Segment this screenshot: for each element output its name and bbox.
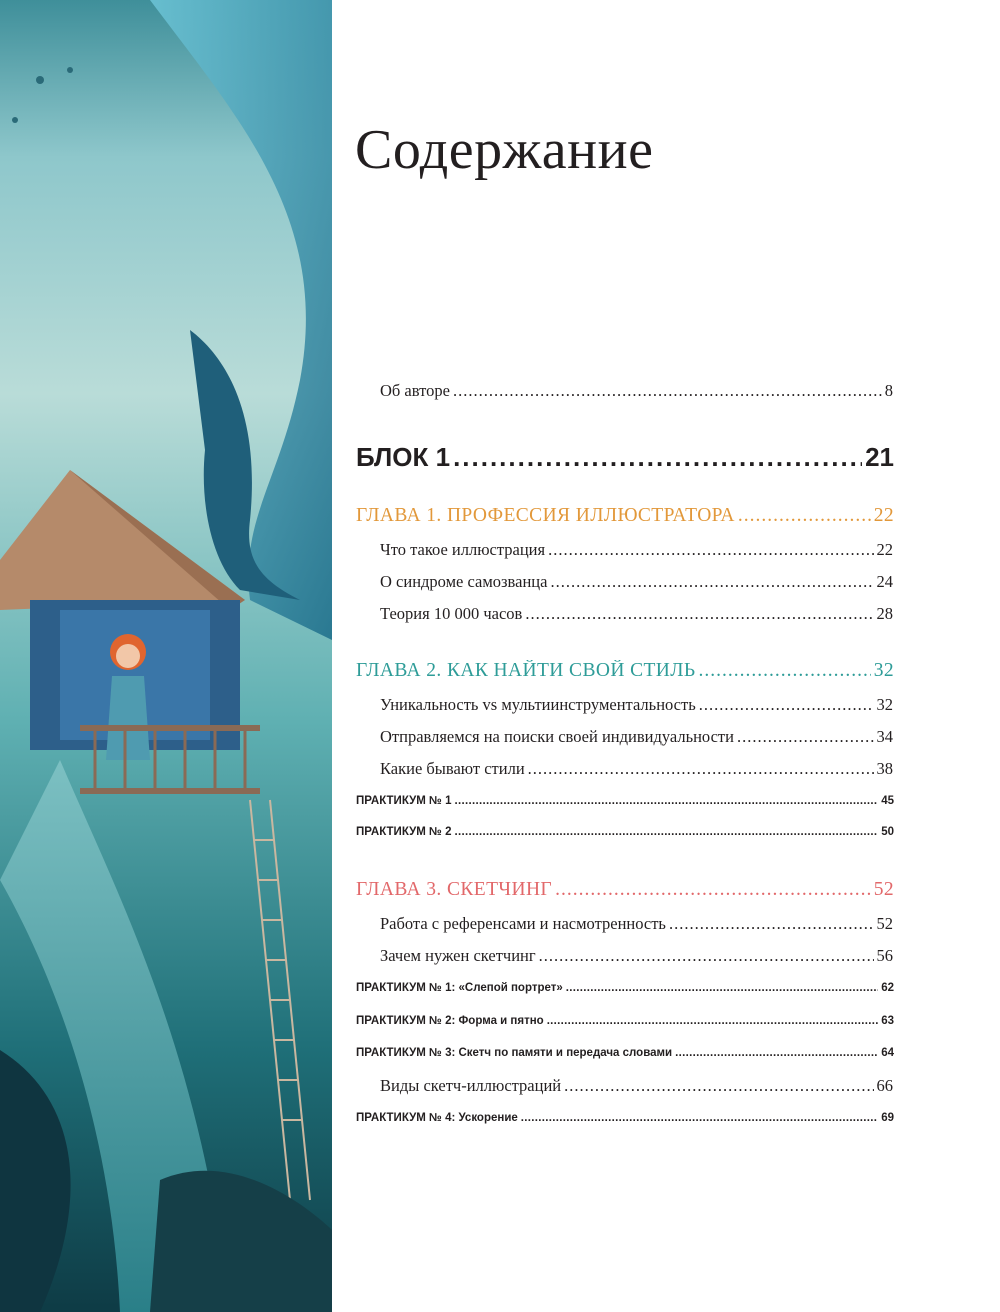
toc-entry-about[interactable]	[380, 381, 893, 403]
toc-entry[interactable]	[380, 604, 893, 626]
toc-practicum-label: ПРАКТИКУМ № 3: Скетч по памяти и передача словами	[356, 1047, 673, 1059]
toc-block-label: БЛОК 1	[356, 442, 451, 472]
toc-entry-label: Работа с референсами и насмотренность	[380, 914, 666, 933]
toc-practicum-label: ПРАКТИКУМ № 4: Ускорение	[356, 1112, 518, 1124]
toc-block-1[interactable]	[356, 442, 894, 476]
toc-entry[interactable]	[380, 914, 893, 936]
toc-entry-label: Об авторе	[380, 381, 450, 400]
toc-practicum-page: 45	[881, 795, 894, 807]
toc-practicum-label: ПРАКТИКУМ № 1	[356, 795, 452, 807]
toc-chapter-page: 22	[873, 505, 894, 526]
toc-entry-page: 38	[876, 759, 893, 778]
toc-entry-label: Уникальность vs мультиинструментальность	[380, 695, 696, 714]
toc-chapter-label: ГЛАВА 3. СКЕТЧИНГ	[356, 879, 553, 900]
dot-leader	[454, 826, 878, 838]
toc-practicum[interactable]	[356, 1047, 894, 1063]
toc-entry[interactable]	[380, 572, 893, 594]
toc-chapter-2[interactable]	[356, 660, 894, 686]
toc-practicum-page: 50	[881, 826, 894, 838]
toc-practicum[interactable]	[356, 1112, 894, 1128]
toc-entry[interactable]	[380, 727, 893, 749]
toc-entry-label: Отправляемся на поиски своей индивидуальности	[380, 727, 734, 746]
toc-entry-page: 24	[876, 572, 893, 591]
dot-leader	[566, 982, 878, 994]
dot-leader	[699, 660, 871, 682]
page-title: Содержание	[355, 119, 654, 181]
toc-entry-page: 56	[876, 946, 893, 965]
dot-leader	[453, 381, 882, 401]
toc-practicum[interactable]	[356, 1015, 894, 1031]
dot-leader	[737, 727, 874, 747]
toc-entry-label: Виды скетч-иллюстраций	[380, 1076, 562, 1095]
dot-leader	[525, 604, 873, 624]
dot-leader	[547, 1015, 879, 1027]
toc-chapter-page: 52	[873, 879, 894, 900]
toc-entry[interactable]	[380, 946, 893, 968]
toc-chapter-page: 32	[873, 660, 894, 681]
toc-practicum[interactable]	[356, 982, 894, 998]
toc-entry-page: 22	[876, 540, 893, 559]
toc-chapter-1[interactable]	[356, 505, 894, 531]
toc-entry-page: 8	[884, 381, 893, 400]
dot-leader	[564, 1076, 873, 1096]
toc-practicum-label: ПРАКТИКУМ № 2: Форма и пятно	[356, 1015, 544, 1027]
toc-practicum-label: ПРАКТИКУМ № 1: «Слепой портрет»	[356, 982, 563, 994]
toc-entry-label: Какие бывают стили	[380, 759, 525, 778]
toc-practicum[interactable]	[356, 826, 894, 842]
dot-leader	[669, 914, 874, 934]
dot-leader	[539, 946, 874, 966]
toc-entry-page: 32	[876, 695, 893, 714]
toc-entry-page: 28	[876, 604, 893, 623]
toc-entry-page: 66	[876, 1076, 893, 1095]
dot-leader	[454, 795, 878, 807]
dot-leader	[738, 505, 871, 527]
toc-entry[interactable]	[380, 1076, 893, 1098]
dot-leader	[548, 540, 873, 560]
dot-leader	[521, 1112, 878, 1124]
dot-leader	[528, 759, 874, 779]
toc-practicum-label: ПРАКТИКУМ № 2	[356, 826, 452, 838]
toc-entry-label: Что такое иллюстрация	[380, 540, 546, 559]
toc-entry-page: 52	[876, 914, 893, 933]
toc-practicum[interactable]	[356, 795, 894, 811]
toc-chapter-label: ГЛАВА 1. ПРОФЕССИЯ ИЛЛЮСТРАТОРА	[356, 505, 735, 526]
toc-entry[interactable]	[380, 540, 893, 562]
dot-leader	[453, 442, 862, 473]
dot-leader	[675, 1047, 878, 1059]
toc-practicum-page: 63	[881, 1015, 894, 1027]
dot-leader	[699, 695, 874, 715]
toc-block-page: 21	[865, 442, 894, 472]
dot-leader	[555, 879, 871, 901]
dot-leader	[550, 572, 873, 592]
toc-chapter-3[interactable]	[356, 879, 894, 905]
toc-entry-page: 34	[876, 727, 893, 746]
toc-entry-label: Теория 10 000 часов	[380, 604, 523, 623]
toc-practicum-page: 62	[881, 982, 894, 994]
toc-entry-label: Зачем нужен скетчинг	[380, 946, 536, 965]
toc-practicum-page: 64	[881, 1047, 894, 1059]
toc-entry[interactable]	[380, 695, 893, 717]
toc-entry-label: О синдроме самозванца	[380, 572, 548, 591]
toc-chapter-label: ГЛАВА 2. КАК НАЙТИ СВОЙ СТИЛЬ	[356, 660, 696, 681]
toc-entry[interactable]	[380, 759, 893, 781]
toc-practicum-page: 69	[881, 1112, 894, 1124]
